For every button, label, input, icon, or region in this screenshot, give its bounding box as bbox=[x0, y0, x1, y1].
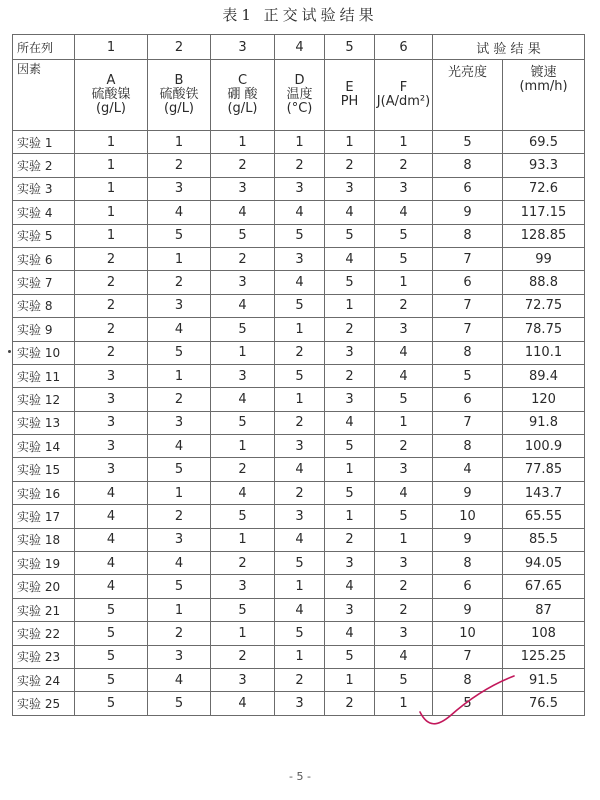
brightness-cell: 10 bbox=[433, 622, 503, 645]
experiment-label: 实验 7 bbox=[13, 271, 75, 294]
factor-level-cell: 4 bbox=[375, 201, 433, 224]
brightness-cell: 9 bbox=[433, 201, 503, 224]
factor-level-cell: 1 bbox=[325, 294, 375, 317]
factor-level-cell: 4 bbox=[148, 201, 211, 224]
table-row bbox=[13, 622, 585, 645]
factor-level-cell: 5 bbox=[375, 668, 433, 691]
factor-level-cell: 1 bbox=[148, 247, 211, 270]
column-number: 1 bbox=[75, 35, 148, 60]
factor-level-cell: 4 bbox=[75, 505, 148, 528]
factor-level-cell: 2 bbox=[211, 154, 275, 177]
factor-level-cell: 1 bbox=[148, 131, 211, 154]
factor-level-cell: 3 bbox=[148, 411, 211, 434]
factor-level-cell: 5 bbox=[325, 435, 375, 458]
factor-level-cell: 2 bbox=[325, 154, 375, 177]
factor-level-cell: 1 bbox=[375, 271, 433, 294]
plating-speed-cell: 94.05 bbox=[503, 552, 585, 575]
factor-level-cell: 2 bbox=[211, 645, 275, 668]
plating-speed-cell: 117.15 bbox=[503, 201, 585, 224]
table-row bbox=[13, 552, 585, 575]
factor-level-cell: 1 bbox=[375, 411, 433, 434]
factor-level-cell: 4 bbox=[211, 201, 275, 224]
factor-level-cell: 2 bbox=[325, 318, 375, 341]
table-row bbox=[13, 481, 585, 504]
factor-level-cell: 2 bbox=[148, 505, 211, 528]
table-row bbox=[13, 598, 585, 621]
brightness-cell: 7 bbox=[433, 247, 503, 270]
factor-level-cell: 5 bbox=[275, 622, 325, 645]
factor-name: 硫酸铁 bbox=[159, 87, 199, 102]
table-row bbox=[13, 201, 585, 224]
plating-speed-cell: 77.85 bbox=[503, 458, 585, 481]
plating-speed-cell: 78.75 bbox=[503, 318, 585, 341]
factor-level-cell: 1 bbox=[325, 505, 375, 528]
factor-level-cell: 5 bbox=[211, 224, 275, 247]
experiment-label: 实验 18 bbox=[13, 528, 75, 551]
factor-level-cell: 3 bbox=[75, 411, 148, 434]
factor-level-cell: 1 bbox=[211, 131, 275, 154]
factor-level-cell: 3 bbox=[375, 622, 433, 645]
column-number: 2 bbox=[148, 35, 211, 60]
plating-speed-cell: 93.3 bbox=[503, 154, 585, 177]
factor-level-cell: 2 bbox=[325, 692, 375, 715]
factor-letter: F bbox=[399, 80, 408, 95]
factor-level-cell: 4 bbox=[275, 458, 325, 481]
brightness-cell: 5 bbox=[433, 364, 503, 387]
factor-level-cell: 2 bbox=[275, 668, 325, 691]
table-row bbox=[13, 271, 585, 294]
factor-level-cell: 1 bbox=[211, 341, 275, 364]
factor-level-cell: 4 bbox=[211, 388, 275, 411]
factor-level-cell: 3 bbox=[75, 364, 148, 387]
table-row bbox=[13, 364, 585, 387]
factor-level-cell: 4 bbox=[148, 435, 211, 458]
result-header-brightness bbox=[433, 60, 503, 131]
results-group-header: 试 验 结 果 bbox=[433, 35, 585, 60]
plating-speed-cell: 91.8 bbox=[503, 411, 585, 434]
factor-level-cell: 4 bbox=[325, 411, 375, 434]
factor-level-cell: 4 bbox=[375, 645, 433, 668]
factor-level-cell: 1 bbox=[148, 481, 211, 504]
plating-speed-cell: 72.75 bbox=[503, 294, 585, 317]
factor-level-cell: 3 bbox=[75, 435, 148, 458]
result-name: 光亮度 bbox=[447, 65, 487, 80]
header-row-factors bbox=[13, 60, 585, 131]
factor-level-cell: 4 bbox=[275, 201, 325, 224]
factor-header-e bbox=[325, 60, 375, 131]
experiment-label: 实验 22 bbox=[13, 622, 75, 645]
factor-level-cell: 5 bbox=[275, 552, 325, 575]
factor-level-cell: 3 bbox=[325, 552, 375, 575]
orthogonal-test-table bbox=[12, 34, 585, 716]
factor-level-cell: 5 bbox=[375, 224, 433, 247]
plating-speed-cell: 100.9 bbox=[503, 435, 585, 458]
table-row bbox=[13, 294, 585, 317]
factor-level-cell: 3 bbox=[211, 668, 275, 691]
plating-speed-cell: 69.5 bbox=[503, 131, 585, 154]
factor-level-cell: 5 bbox=[375, 247, 433, 270]
factor-header-d bbox=[275, 60, 325, 131]
factor-level-cell: 5 bbox=[75, 598, 148, 621]
factor-level-cell: 5 bbox=[325, 481, 375, 504]
factor-header-f bbox=[375, 60, 433, 131]
factor-level-cell: 2 bbox=[75, 318, 148, 341]
factor-level-cell: 3 bbox=[275, 692, 325, 715]
factor-level-cell: 5 bbox=[211, 598, 275, 621]
factor-level-cell: 2 bbox=[211, 458, 275, 481]
factor-level-cell: 3 bbox=[211, 177, 275, 200]
factor-level-cell: 5 bbox=[148, 458, 211, 481]
brightness-cell: 7 bbox=[433, 318, 503, 341]
factor-level-cell: 5 bbox=[375, 505, 433, 528]
factor-level-cell: 2 bbox=[275, 481, 325, 504]
factor-level-cell: 4 bbox=[211, 294, 275, 317]
factor-level-cell: 3 bbox=[325, 177, 375, 200]
experiment-label: 实验 10 bbox=[13, 341, 75, 364]
factor-unit: (g/L) bbox=[163, 101, 195, 116]
table-row bbox=[13, 341, 585, 364]
table-row bbox=[13, 154, 585, 177]
plating-speed-cell: 87 bbox=[503, 598, 585, 621]
factor-level-cell: 2 bbox=[211, 552, 275, 575]
factor-level-cell: 5 bbox=[375, 388, 433, 411]
table-row bbox=[13, 528, 585, 551]
corner-label-column: 所在列 bbox=[13, 35, 75, 60]
brightness-cell: 8 bbox=[433, 435, 503, 458]
factor-level-cell: 4 bbox=[75, 552, 148, 575]
factor-header-c bbox=[211, 60, 275, 131]
factor-level-cell: 3 bbox=[325, 341, 375, 364]
factor-level-cell: 3 bbox=[375, 458, 433, 481]
brightness-cell: 8 bbox=[433, 552, 503, 575]
factor-level-cell: 1 bbox=[325, 458, 375, 481]
factor-level-cell: 2 bbox=[211, 247, 275, 270]
factor-level-cell: 2 bbox=[148, 154, 211, 177]
factor-letter: C bbox=[237, 73, 248, 88]
plating-speed-cell: 125.25 bbox=[503, 645, 585, 668]
column-number: 3 bbox=[211, 35, 275, 60]
factor-level-cell: 3 bbox=[148, 294, 211, 317]
brightness-cell: 4 bbox=[433, 458, 503, 481]
experiment-label: 实验 8 bbox=[13, 294, 75, 317]
factor-level-cell: 1 bbox=[375, 692, 433, 715]
factor-level-cell: 2 bbox=[275, 411, 325, 434]
brightness-cell: 6 bbox=[433, 177, 503, 200]
factor-level-cell: 4 bbox=[375, 481, 433, 504]
table-row bbox=[13, 318, 585, 341]
factor-level-cell: 2 bbox=[375, 575, 433, 598]
factor-level-cell: 3 bbox=[275, 435, 325, 458]
experiment-label: 实验 3 bbox=[13, 177, 75, 200]
factor-level-cell: 5 bbox=[211, 411, 275, 434]
factor-level-cell: 1 bbox=[275, 318, 325, 341]
factor-unit: (g/L) bbox=[227, 101, 258, 116]
factor-level-cell: 1 bbox=[148, 364, 211, 387]
factor-level-cell: 4 bbox=[275, 271, 325, 294]
factor-level-cell: 1 bbox=[75, 131, 148, 154]
factor-level-cell: 5 bbox=[148, 692, 211, 715]
brightness-cell: 7 bbox=[433, 645, 503, 668]
factor-header-a bbox=[75, 60, 148, 131]
plating-speed-cell: 88.8 bbox=[503, 271, 585, 294]
factor-level-cell: 5 bbox=[325, 645, 375, 668]
plating-speed-cell: 85.5 bbox=[503, 528, 585, 551]
factor-level-cell: 5 bbox=[211, 505, 275, 528]
factor-level-cell: 5 bbox=[148, 575, 211, 598]
table-row bbox=[13, 645, 585, 668]
experiment-label: 实验 11 bbox=[13, 364, 75, 387]
factor-level-cell: 3 bbox=[375, 177, 433, 200]
factor-level-cell: 1 bbox=[325, 668, 375, 691]
factor-letter: E bbox=[345, 80, 354, 95]
factor-level-cell: 1 bbox=[275, 388, 325, 411]
factor-level-cell: 5 bbox=[148, 341, 211, 364]
plating-speed-cell: 91.5 bbox=[503, 668, 585, 691]
plating-speed-cell: 99 bbox=[503, 247, 585, 270]
table-row bbox=[13, 247, 585, 270]
factor-level-cell: 3 bbox=[148, 645, 211, 668]
factor-level-cell: 1 bbox=[325, 131, 375, 154]
table-row bbox=[13, 435, 585, 458]
column-number: 4 bbox=[275, 35, 325, 60]
factor-name: 硼 酸 bbox=[227, 87, 258, 102]
factor-level-cell: 1 bbox=[75, 177, 148, 200]
plating-speed-cell: 128.85 bbox=[503, 224, 585, 247]
brightness-cell: 6 bbox=[433, 388, 503, 411]
factor-level-cell: 1 bbox=[375, 528, 433, 551]
factor-level-cell: 4 bbox=[211, 481, 275, 504]
factor-unit: (g/L) bbox=[95, 101, 127, 116]
factor-level-cell: 5 bbox=[75, 622, 148, 645]
factor-level-cell: 1 bbox=[75, 154, 148, 177]
table-row bbox=[13, 177, 585, 200]
factor-name: 硫酸镍 bbox=[91, 87, 131, 102]
factor-level-cell: 4 bbox=[148, 318, 211, 341]
experiment-label: 实验 25 bbox=[13, 692, 75, 715]
factor-level-cell: 4 bbox=[325, 201, 375, 224]
factor-level-cell: 5 bbox=[275, 294, 325, 317]
plating-speed-cell: 120 bbox=[503, 388, 585, 411]
factor-level-cell: 5 bbox=[325, 224, 375, 247]
factor-level-cell: 5 bbox=[75, 668, 148, 691]
factor-level-cell: 3 bbox=[148, 528, 211, 551]
factor-level-cell: 4 bbox=[275, 528, 325, 551]
experiment-label: 实验 1 bbox=[13, 131, 75, 154]
factor-level-cell: 1 bbox=[211, 528, 275, 551]
plating-speed-cell: 67.65 bbox=[503, 575, 585, 598]
experiment-label: 实验 17 bbox=[13, 505, 75, 528]
experiment-label: 实验 24 bbox=[13, 668, 75, 691]
factor-name: PH bbox=[340, 94, 359, 109]
experiment-label: 实验 5 bbox=[13, 224, 75, 247]
plating-speed-cell: 108 bbox=[503, 622, 585, 645]
factor-level-cell: 2 bbox=[75, 271, 148, 294]
factor-level-cell: 5 bbox=[211, 318, 275, 341]
experiment-label: 实验 21 bbox=[13, 598, 75, 621]
check-mark-icon bbox=[416, 672, 536, 732]
experiment-label: 实验 14 bbox=[13, 435, 75, 458]
factor-level-cell: 5 bbox=[275, 364, 325, 387]
factor-level-cell: 3 bbox=[325, 388, 375, 411]
factor-level-cell: 5 bbox=[75, 645, 148, 668]
brightness-cell: 7 bbox=[433, 294, 503, 317]
table-row bbox=[13, 458, 585, 481]
factor-level-cell: 3 bbox=[375, 318, 433, 341]
brightness-cell: 5 bbox=[433, 692, 503, 715]
brightness-cell: 9 bbox=[433, 481, 503, 504]
result-unit: (mm/h) bbox=[519, 79, 568, 94]
factor-level-cell: 5 bbox=[275, 224, 325, 247]
experiment-label: 实验 19 bbox=[13, 552, 75, 575]
factor-level-cell: 5 bbox=[148, 224, 211, 247]
factor-level-cell: 1 bbox=[275, 131, 325, 154]
brightness-cell: 10 bbox=[433, 505, 503, 528]
brightness-cell: 9 bbox=[433, 598, 503, 621]
factor-level-cell: 2 bbox=[148, 388, 211, 411]
result-header-speed bbox=[503, 60, 585, 131]
brightness-cell: 8 bbox=[433, 154, 503, 177]
ink-dot bbox=[8, 350, 11, 353]
brightness-cell: 6 bbox=[433, 575, 503, 598]
factor-level-cell: 4 bbox=[148, 668, 211, 691]
page-number-mark: - 5 - bbox=[289, 770, 311, 783]
factor-level-cell: 3 bbox=[75, 388, 148, 411]
plating-speed-cell: 89.4 bbox=[503, 364, 585, 387]
factor-level-cell: 3 bbox=[211, 575, 275, 598]
factor-level-cell: 4 bbox=[275, 598, 325, 621]
factor-level-cell: 2 bbox=[325, 528, 375, 551]
factor-level-cell: 3 bbox=[275, 505, 325, 528]
factor-level-cell: 2 bbox=[148, 622, 211, 645]
factor-level-cell: 3 bbox=[211, 364, 275, 387]
result-name: 镀速 bbox=[530, 65, 557, 80]
table-row bbox=[13, 224, 585, 247]
factor-level-cell: 2 bbox=[75, 247, 148, 270]
table-row bbox=[13, 388, 585, 411]
factor-level-cell: 4 bbox=[375, 364, 433, 387]
factor-level-cell: 1 bbox=[275, 645, 325, 668]
factor-letter: D bbox=[294, 73, 305, 88]
factor-name: 温度 bbox=[286, 87, 313, 102]
factor-letter: A bbox=[106, 73, 116, 88]
factor-level-cell: 4 bbox=[375, 341, 433, 364]
factor-level-cell: 5 bbox=[325, 271, 375, 294]
factor-level-cell: 4 bbox=[325, 622, 375, 645]
brightness-cell: 8 bbox=[433, 668, 503, 691]
factor-level-cell: 3 bbox=[75, 458, 148, 481]
experiment-label: 实验 12 bbox=[13, 388, 75, 411]
factor-level-cell: 1 bbox=[275, 575, 325, 598]
corner-label-factor: 因素 bbox=[13, 60, 75, 131]
plating-speed-cell: 65.55 bbox=[503, 505, 585, 528]
table-row bbox=[13, 575, 585, 598]
experiment-label: 实验 13 bbox=[13, 411, 75, 434]
experiment-label: 实验 6 bbox=[13, 247, 75, 270]
factor-level-cell: 2 bbox=[275, 341, 325, 364]
factor-level-cell: 4 bbox=[75, 528, 148, 551]
experiment-label: 实验 16 bbox=[13, 481, 75, 504]
factor-level-cell: 1 bbox=[375, 131, 433, 154]
table-row bbox=[13, 131, 585, 154]
factor-level-cell: 1 bbox=[75, 224, 148, 247]
factor-level-cell: 2 bbox=[375, 435, 433, 458]
factor-level-cell: 2 bbox=[75, 294, 148, 317]
plating-speed-cell: 76.5 bbox=[503, 692, 585, 715]
factor-level-cell: 5 bbox=[75, 692, 148, 715]
factor-level-cell: 1 bbox=[211, 435, 275, 458]
factor-level-cell: 4 bbox=[148, 552, 211, 575]
brightness-cell: 7 bbox=[433, 411, 503, 434]
plating-speed-cell: 143.7 bbox=[503, 481, 585, 504]
brightness-cell: 8 bbox=[433, 224, 503, 247]
factor-level-cell: 3 bbox=[325, 598, 375, 621]
brightness-cell: 5 bbox=[433, 131, 503, 154]
factor-level-cell: 4 bbox=[211, 692, 275, 715]
factor-level-cell: 3 bbox=[275, 247, 325, 270]
factor-level-cell: 4 bbox=[75, 481, 148, 504]
column-number: 6 bbox=[375, 35, 433, 60]
experiment-label: 实验 23 bbox=[13, 645, 75, 668]
factor-unit: (°C) bbox=[286, 101, 313, 116]
factor-level-cell: 4 bbox=[75, 575, 148, 598]
factor-header-b bbox=[148, 60, 211, 131]
table-title: 表1 正交试验结果 bbox=[222, 6, 378, 24]
experiment-label: 实验 9 bbox=[13, 318, 75, 341]
factor-level-cell: 2 bbox=[375, 294, 433, 317]
factor-level-cell: 2 bbox=[75, 341, 148, 364]
table-row bbox=[13, 411, 585, 434]
factor-level-cell: 3 bbox=[275, 177, 325, 200]
factor-level-cell: 2 bbox=[375, 154, 433, 177]
plating-speed-cell: 110.1 bbox=[503, 341, 585, 364]
table-body bbox=[13, 131, 585, 716]
factor-level-cell: 4 bbox=[325, 575, 375, 598]
factor-level-cell: 3 bbox=[148, 177, 211, 200]
plating-speed-cell: 72.6 bbox=[503, 177, 585, 200]
factor-level-cell: 2 bbox=[375, 598, 433, 621]
brightness-cell: 9 bbox=[433, 528, 503, 551]
factor-level-cell: 3 bbox=[211, 271, 275, 294]
column-number: 5 bbox=[325, 35, 375, 60]
experiment-label: 实验 15 bbox=[13, 458, 75, 481]
factor-level-cell: 2 bbox=[148, 271, 211, 294]
factor-name: J(A/dm²) bbox=[376, 94, 431, 109]
factor-level-cell: 2 bbox=[275, 154, 325, 177]
brightness-cell: 6 bbox=[433, 271, 503, 294]
factor-level-cell: 1 bbox=[211, 622, 275, 645]
factor-level-cell: 3 bbox=[375, 552, 433, 575]
experiment-label: 实验 4 bbox=[13, 201, 75, 224]
brightness-cell: 8 bbox=[433, 341, 503, 364]
table-row bbox=[13, 505, 585, 528]
experiment-label: 实验 20 bbox=[13, 575, 75, 598]
factor-level-cell: 1 bbox=[148, 598, 211, 621]
experiment-label: 实验 2 bbox=[13, 154, 75, 177]
factor-level-cell: 1 bbox=[75, 201, 148, 224]
factor-level-cell: 2 bbox=[325, 364, 375, 387]
header-row-column-numbers bbox=[13, 35, 585, 60]
factor-level-cell: 4 bbox=[325, 247, 375, 270]
factor-letter: B bbox=[174, 73, 184, 88]
